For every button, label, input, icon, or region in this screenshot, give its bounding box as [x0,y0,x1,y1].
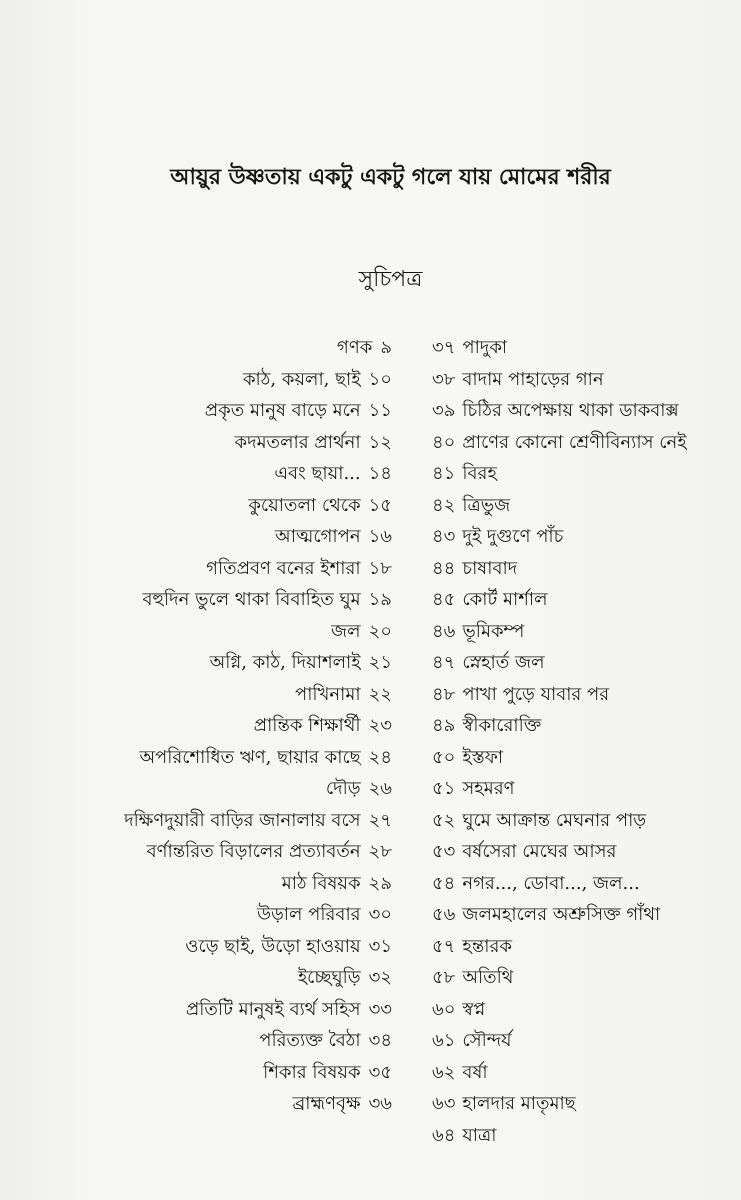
toc-entry-page-number: ১৪ [368,463,392,484]
toc-entry-title: এবং ছায়া... [274,463,361,484]
toc-entry [40,679,392,711]
toc-entry-page-number: ৬০ [432,998,456,1020]
toc-entry-page-number: ৫০ [432,746,456,768]
toc-entry-title: ভূমিকম্প [462,620,525,642]
toc-entry-page-number: ৩৯ [432,400,456,421]
toc-entry-title: বর্ণান্তরিত বিড়ালের প্রত্যাবর্তন [146,841,361,862]
toc-entry-page-number: ৪৪ [432,557,456,579]
toc-entry-title: আত্মগোপন [275,526,361,547]
toc-entry-title: স্বপ্ন [462,998,486,1020]
toc-entry-title: স্নেহার্ত জল [462,652,545,673]
toc-entry [432,931,737,963]
toc-entry [432,899,737,931]
toc-entry-title: পাখিনামা [294,683,361,705]
toc-entry-page-number: ৫৩ [432,841,456,862]
toc-entry-page-number: ৩২ [368,967,392,988]
toc-entry [432,458,737,490]
toc-entry-title: কুয়োতলা থেকে [248,494,361,516]
toc-entry-page-number: ৫৬ [432,904,456,925]
toc-entry [432,962,737,994]
toc-entry-title: ওড়ে ছাই, উড়ো হাওয়ায় [185,935,361,957]
toc-entry-page-number: ৬৩ [432,1093,456,1114]
toc-entry-title: বর্ষসেরা মেঘের আসর [462,841,617,862]
toc-heading: সুচিপত্র [358,267,423,292]
toc-entry-title: হন্তারক [462,935,512,957]
toc-entry [432,836,737,868]
toc-entry-title: কদমতলার প্রার্থনা [234,431,361,453]
toc-entry-page-number: ৬১ [432,1030,456,1051]
toc-entry-page-number: ১৬ [368,526,392,547]
toc-entry-title: নগর..., ডোবা..., জল... [462,872,640,894]
toc-entry-page-number: ৫৪ [432,872,456,894]
toc-entry-page-number: ৪১ [432,463,456,484]
toc-entry [432,710,737,742]
toc-entry-page-number: ৫১ [432,778,456,799]
toc-entry-page-number: ৩৩ [368,998,392,1020]
toc-entry-title: বিরহ [462,463,497,484]
toc-entry-title: প্রতিটি মানুষই ব্যর্থ সহিস [185,998,361,1020]
toc-entry [40,1088,392,1120]
toc-entry-title: শিকার বিষয়ক [263,1061,361,1083]
toc-entry-page-number: ৪৬ [432,620,456,642]
toc-entry [40,836,392,868]
toc-entry-title: বাদাম পাহাড়ের গান [462,368,604,390]
toc-entry [40,395,392,427]
toc-entry [40,584,392,616]
toc-entry-title: চাষাবাদ [462,557,518,579]
toc-entry-title: অপরিশোধিত ঋণ, ছায়ার কাছে [139,746,361,768]
toc-entry-page-number: ৪৫ [432,589,456,610]
toc-entry-page-number: ৪৩ [432,526,456,547]
toc-entry-title: দৌড় [325,778,361,799]
toc-entry-title: ইচ্ছেঘুড়ি [297,967,361,988]
toc-entry [40,1057,392,1089]
toc-entry-page-number: ২৩ [368,715,392,736]
toc-entry-page-number: ২১ [368,652,392,673]
toc-entry-page-number: ৩৮ [432,368,456,390]
toc-entry-title: ব্রাহ্মণবৃক্ষ [292,1093,361,1114]
toc-entry [432,490,737,522]
toc-entry-title: ত্রিভুজ [462,494,511,516]
toc-entry-page-number: ৩০ [368,904,392,925]
toc-entry-title: জল [331,620,361,642]
toc-entry-title: অতিথি [462,967,514,988]
toc-entry-page-number: ৪০ [432,431,456,453]
toc-entry-page-number: ২৯ [368,872,392,894]
toc-entry-page-number: ৩৭ [432,337,456,358]
toc-entry-page-number: ৩৪ [368,1030,392,1051]
toc-entry-title: দুই দুগুণে পাঁচ [462,526,564,547]
toc-entry-page-number: ১১ [368,400,392,421]
toc-entry [432,1057,737,1089]
toc-entry [40,962,392,994]
toc-entry [40,427,392,459]
toc-entry [432,584,737,616]
toc-entry-page-number: ২৭ [368,809,392,831]
toc-entry-page-number: ৯ [380,337,392,358]
toc-entry-page-number: ২৪ [368,746,392,768]
toc-entry-title: দক্ষিণদুয়ারী বাড়ির জানালায় বসে [124,809,361,831]
toc-entry-page-number: ২৮ [368,841,392,862]
toc-entry-title: চিঠির অপেক্ষায় থাকা ডাকবাক্স [462,400,679,421]
toc-entry-page-number: ৪৮ [432,683,456,705]
toc-entry-title: ইস্তফা [462,746,504,768]
toc-entry-page-number: ৩৬ [368,1093,392,1114]
toc-entry [432,427,737,459]
book-title: আয়ুর উষ্ণতায় একটু একটু গলে যায় মোমের শরীর [170,164,611,190]
toc-entry [40,490,392,522]
toc-entry-title: প্রান্তিক শিক্ষার্থী [253,715,361,736]
toc-entry-title: সহমরণ [462,778,515,799]
toc-entry [40,332,392,364]
toc-entry-page-number: ৬৪ [432,1124,456,1146]
toc-entry-title: বহুদিন ভুলে থাকা বিবাহিত ঘুম [142,589,361,610]
toc-entry-page-number: ৪৭ [432,652,456,673]
toc-entry [40,521,392,553]
toc-entry [40,931,392,963]
toc-entry-title: পাদুকা [462,337,508,358]
toc-entry-page-number: ৩৫ [368,1061,392,1083]
toc-entry-page-number: ১৫ [368,494,392,516]
toc-entry-title: জলমহালের অশ্রুসিক্ত গাঁথা [462,904,661,925]
toc-entry [432,332,737,364]
toc-entry-title: পাখা পুড়ে যাবার পর [462,683,610,705]
toc-entry [432,1088,737,1120]
toc-entry-page-number: ৫৭ [432,935,456,957]
toc-entry-page-number: ৫৮ [432,967,456,988]
toc-entry-title: প্রাণের কোনো শ্রেণীবিন্যাস নেই [462,431,687,453]
toc-entry [40,710,392,742]
toc-entry-title: স্বীকারোক্তি [462,715,542,736]
toc-entry-title: প্রকৃত মানুষ বাড়ে মনে [204,400,361,421]
toc-entry [432,647,737,679]
toc-entry [432,364,737,396]
toc-entry-title: পরিত্যক্ত বৈঠা [259,1030,361,1051]
toc-entry-title: যাত্রা [462,1124,497,1146]
toc-entry [40,899,392,931]
toc-entry [40,364,392,396]
toc-entry-page-number: ৪৯ [432,715,456,736]
toc-right-column [432,332,737,1151]
toc-entry [40,994,392,1026]
toc-entry [432,805,737,837]
toc-entry [432,521,737,553]
toc-entry-page-number: ৫২ [432,809,456,831]
toc-entry [40,742,392,774]
toc-entry-page-number: ১৮ [368,557,392,579]
toc-entry-title: ঘুমে আক্রান্ত মেঘনার পাড় [462,809,647,831]
toc-entry-page-number: ১২ [368,431,392,453]
toc-entry [432,773,737,805]
toc-entry-page-number: ২২ [368,683,392,705]
toc-entry-title: অগ্নি, কাঠ, দিয়াশলাই [209,652,361,673]
toc-entry [432,868,737,900]
toc-entry [432,553,737,585]
toc-entry [40,868,392,900]
toc-entry [40,616,392,648]
toc-entry [40,458,392,490]
toc-entry [432,616,737,648]
toc-entry [40,773,392,805]
toc-entry-page-number: ৪২ [432,494,456,516]
toc-entry [432,994,737,1026]
toc-entry [40,1025,392,1057]
toc-entry-title: বর্ষা [462,1061,488,1083]
toc-entry [432,1120,737,1152]
toc-entry-page-number: ৬২ [432,1061,456,1083]
toc-entry-page-number: ১৯ [368,589,392,610]
toc-entry-title: গতিপ্রবণ বনের ইশারা [206,557,361,579]
toc-entry [432,1025,737,1057]
toc-entry-title: গণক [337,337,373,358]
toc-entry-page-number: ২০ [368,620,392,642]
toc-entry-title: হালদার মাতৃমাছ [462,1093,576,1114]
toc-entry [40,647,392,679]
toc-entry [432,679,737,711]
toc-entry-page-number: ১০ [368,368,392,390]
toc-entry [40,805,392,837]
toc-entry-page-number: ২৬ [368,778,392,799]
toc-entry [40,553,392,585]
toc-entry-title: উড়াল পরিবার [256,904,361,925]
toc-entry [432,395,737,427]
toc-entry-title: মাঠ বিষয়ক [281,872,361,894]
toc-entry-page-number: ৩১ [368,935,392,957]
toc-entry-title: কাঠ, কয়লা, ছাই [242,368,361,390]
toc-entry-title: সৌন্দর্য [462,1030,512,1051]
toc-left-column [40,332,392,1120]
toc-entry [432,742,737,774]
toc-entry-title: কোর্ট মার্শাল [462,589,548,610]
